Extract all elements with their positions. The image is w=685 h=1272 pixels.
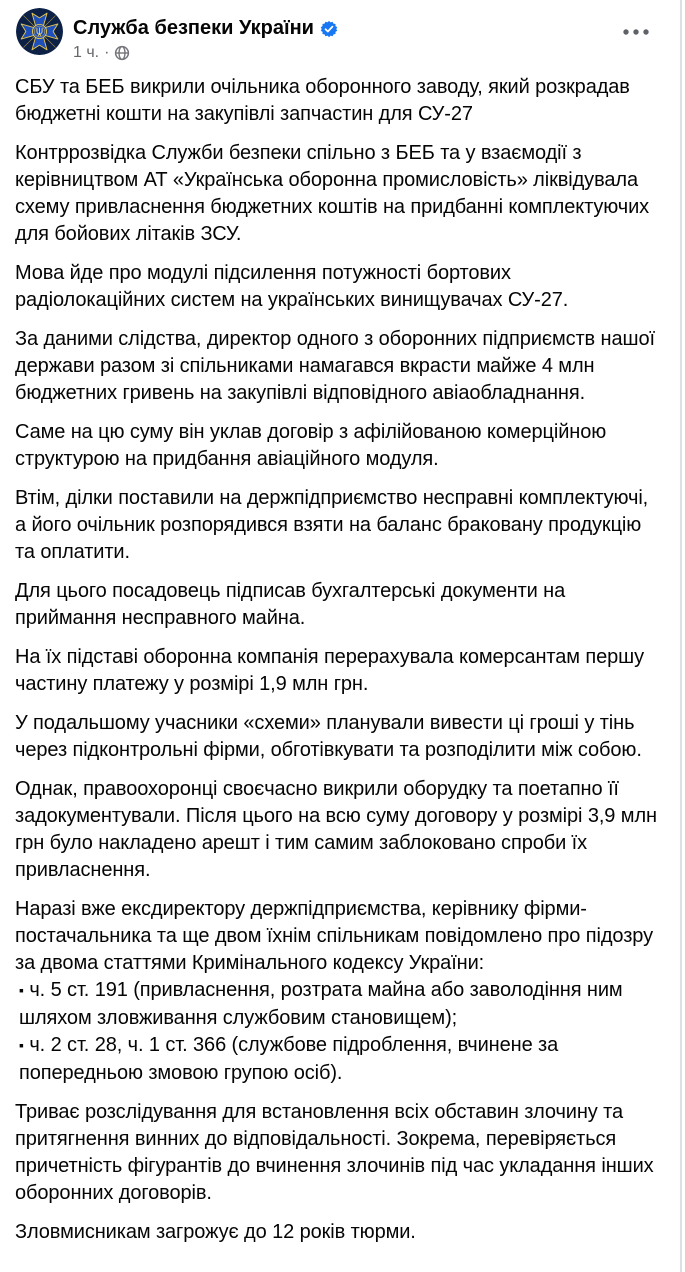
post-paragraph: Однак, правоохоронці своєчасно викрили оборудку та поетапно її задокументували. Після цього на всю суму договору у розмірі 3,9 млн грн було накладено арешт і тим самим заблоковано спроби їх привласнення. bbox=[15, 777, 657, 881]
post-paragraph: Для цього посадовець підписав бухгалтерські документи на приймання несправного майна. bbox=[15, 579, 566, 629]
post-bullet-item: ▪ ч. 5 ст. 191 (привласнення, розтрата майна або заволодіння ним шляхом зловживання службовим становищем); bbox=[19, 978, 623, 1029]
post-paragraph: Триває розслідування для встановлення всіх обставин злочину та притягнення винних до відповідальності. Зокрема, перевіряється причетність фігурантів до вчинення злочинів під час укладання інших оборонних договорів. bbox=[15, 1100, 654, 1204]
public-globe-icon bbox=[114, 45, 130, 61]
post-paragraph: СБУ та БЕБ викрили очільника оборонного заводу, який розкрадав бюджетні кошти на закупівлі запчастин для СУ-27 bbox=[15, 75, 630, 125]
post-timestamp[interactable]: 1 ч. bbox=[73, 44, 100, 61]
meta-separator: · bbox=[104, 44, 110, 61]
bullet-square-icon: ▪ bbox=[19, 981, 24, 998]
more-options-button[interactable] bbox=[615, 22, 657, 42]
bullet-square-icon: ▪ bbox=[19, 1036, 24, 1053]
post-body bbox=[0, 74, 685, 1246]
post-header bbox=[0, 0, 685, 62]
ellipsis-icon bbox=[621, 28, 651, 36]
post-paragraph: Наразі вже ексдиректору держпідприємства, керівнику фірми-постачальника та ще двом їхнім спільникам повідомлено про підозру за двома статтями Кримінального кодексу України: bbox=[15, 897, 653, 974]
post-paragraph: Зловмисникам загрожує до 12 років тюрми. bbox=[15, 1220, 416, 1243]
post-paragraph: За даними слідства, директор одного з оборонних підприємств нашої держави разом зі спільниками намагався вкрасти майже 4 млн бюджетних гривень на закупівлі відповідного авіаобладнання. bbox=[15, 327, 655, 404]
verified-badge-icon bbox=[320, 20, 338, 38]
post-paragraph: Мова йде про модулі підсилення потужності бортових радіолокаційних систем на українських винищувачах СУ-27. bbox=[15, 261, 569, 311]
post-paragraph: Втім, ділки поставили на держпідприємство несправні комплектуючі, а його очільник розпорядився взяти на баланс браковану продукцію та оплатити. bbox=[15, 486, 649, 563]
post-paragraph: У подальшому учасники «схеми» планували вивести ці гроші у тінь через підконтрольні фірми, обготівкувати та розподілити між собою. bbox=[15, 711, 642, 761]
post-paragraph: Саме на цю суму він уклав договір з афілійованою комерційною структурою на придбання авіаційного модуля. bbox=[15, 420, 607, 470]
page-name-link[interactable]: Служба безпеки України bbox=[73, 17, 314, 39]
post-paragraph: Контррозвідка Служби безпеки спільно з БЕБ та у взаємодії з керівництвом АТ «Українська оборонна промисловість» ліквідувала схему привласнення бюджетних коштів на придбанні комплектуючих для бойових літаків ЗСУ. bbox=[15, 141, 650, 245]
post-bullet-item: ▪ ч. 2 ст. 28, ч. 1 ст. 366 (службове підроблення, вчинене за попередньою змовою групою осіб). bbox=[19, 1033, 559, 1084]
post-paragraph: На їх підставі оборонна компанія перерахувала комерсантам першу частину платежу у розмірі 1,9 млн грн. bbox=[15, 645, 645, 695]
sbu-emblem-icon bbox=[16, 8, 63, 55]
page-avatar[interactable] bbox=[16, 8, 63, 55]
post-header-text bbox=[73, 8, 338, 62]
